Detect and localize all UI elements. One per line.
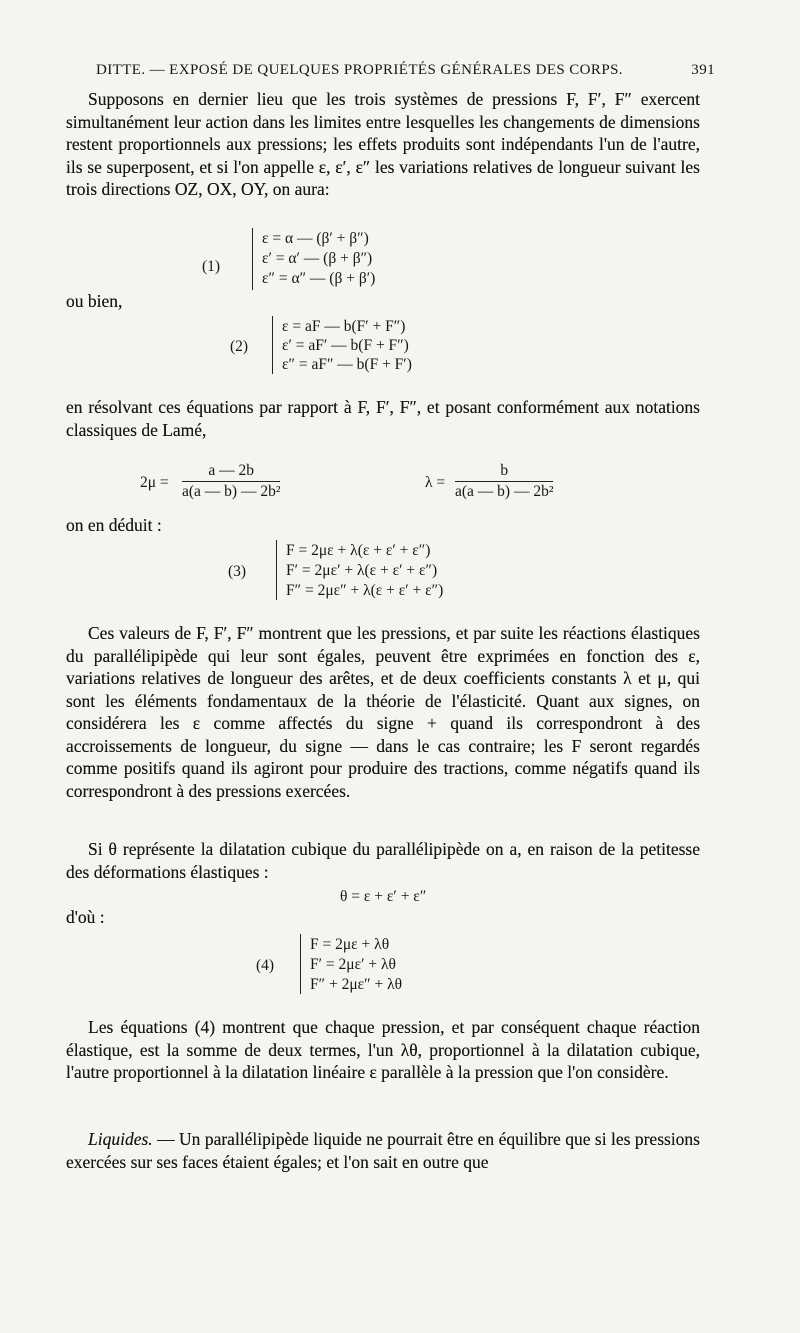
paragraph-1: Supposons en dernier lieu que les trois systèmes de pressions F, F′, F″ exercent simultanément leur action dans les limites entre lesquelles les changements de dimensions restent proportionnels aux pressions; les effets produits sont indépendants l'un de l'autre, ils se superposent, et si l'on appelle ε, ε′, ε″ les variations relatives de longueur suivant les trois directions OZ, OX, OY, on aura: bbox=[66, 89, 700, 199]
paragraph-2: en résolvant ces équations par rapport à F, F′, F″, et posant conformément aux notations classiques de Lamé, bbox=[66, 397, 700, 440]
paragraph-6-text: — Un parallélipipède liquide ne pourrait être en équilibre que si les pressions exercées sur ses faces étaient égales; et l'on sait en outre que bbox=[66, 1129, 700, 1172]
paragraph-5: Les équations (4) montrent que chaque pression, et par conséquent chaque réaction élastique, est la somme de deux termes, l'un λθ, proportionnel à la dilatation cubique, l'autre proportionnel à la dilatation linéaire ε parallèle à la pression que l'on considère. bbox=[66, 1017, 700, 1082]
equation-1-line-3: ε″ = α″ — (β + β′) bbox=[262, 270, 376, 287]
equation-2-line-1: ε = aF — b(F′ + F″) bbox=[282, 318, 406, 335]
equation-2-line-3: ε″ = aF″ — b(F + F′) bbox=[282, 356, 412, 373]
lambda-denominator: a(a — b) — 2b² bbox=[455, 483, 554, 500]
equation-3-line-1: F = 2με + λ(ε + ε′ + ε″) bbox=[286, 542, 431, 559]
lambda-numerator: b bbox=[455, 462, 553, 482]
equation-3-brace bbox=[276, 540, 277, 600]
equation-3-line-2: F′ = 2με′ + λ(ε + ε′ + ε″) bbox=[286, 562, 438, 579]
equation-4-number: (4) bbox=[256, 957, 275, 974]
mu-lhs: 2μ = bbox=[140, 474, 169, 491]
section-title-liquides: Liquides. bbox=[88, 1129, 153, 1149]
mu-fraction bbox=[182, 462, 280, 501]
mu-numerator: a — 2b bbox=[182, 462, 280, 482]
equation-1-line-2: ε′ = α′ — (β + β″) bbox=[262, 250, 373, 267]
equation-2-brace bbox=[272, 316, 273, 374]
running-head: DITTE. — EXPOSÉ DE QUELQUES PROPRIÉTÉS GÉNÉRALES DES CORPS. bbox=[96, 62, 623, 78]
equation-2-number: (2) bbox=[230, 338, 249, 355]
paragraph-4: Si θ représente la dilatation cubique du parallélipipède on a, en raison de la petitesse des déformations élastiques : bbox=[66, 839, 700, 882]
lambda-fraction bbox=[455, 462, 553, 501]
equation-4-brace bbox=[300, 934, 301, 994]
equation-1-line-1: ε = α — (β′ + β″) bbox=[262, 230, 369, 247]
equation-1-brace bbox=[252, 228, 253, 290]
equation-3-number: (3) bbox=[228, 563, 247, 580]
paragraph-6 bbox=[66, 1128, 700, 1173]
theta-equation: θ = ε + ε′ + ε″ bbox=[340, 888, 427, 905]
equation-2-line-2: ε′ = aF′ — b(F + F″) bbox=[282, 337, 409, 354]
equation-4-line-3: F″ + 2με″ + λθ bbox=[310, 976, 403, 993]
mu-denominator: a(a — b) — 2b² bbox=[182, 483, 281, 500]
equation-4-line-1: F = 2με + λθ bbox=[310, 936, 390, 953]
page-number: 391 bbox=[691, 62, 715, 78]
equation-3-line-3: F″ = 2με″ + λ(ε + ε′ + ε″) bbox=[286, 582, 444, 599]
dou-text: d'où : bbox=[66, 907, 105, 927]
paragraph-3: Ces valeurs de F, F′, F″ montrent que les pressions, et par suite les réactions élastiques du parallélipipède qui leur sont égales, peuvent être exprimées en fonction des ε, variations relatives de longueur des arêtes, et de deux coefficients constants λ et μ, qui sont les éléments fondamentaux de la théorie de l'élasticité. Quant aux signes, on considérera les ε comme affectés du signe + quand ils correspondront à des accroissements de longueur, du signe — dans le cas contraire; les F seront regardés comme positifs quand ils agiront pour produire des tractions, comme négatifs quand ils correspondront à des pressions exercées. bbox=[66, 623, 700, 801]
equation-4-line-2: F′ = 2με′ + λθ bbox=[310, 956, 396, 973]
equation-1-number: (1) bbox=[202, 258, 221, 275]
ou-bien-text: ou bien, bbox=[66, 291, 123, 311]
lambda-lhs: λ = bbox=[425, 474, 446, 491]
on-en-deduit-text: on en déduit : bbox=[66, 515, 162, 535]
